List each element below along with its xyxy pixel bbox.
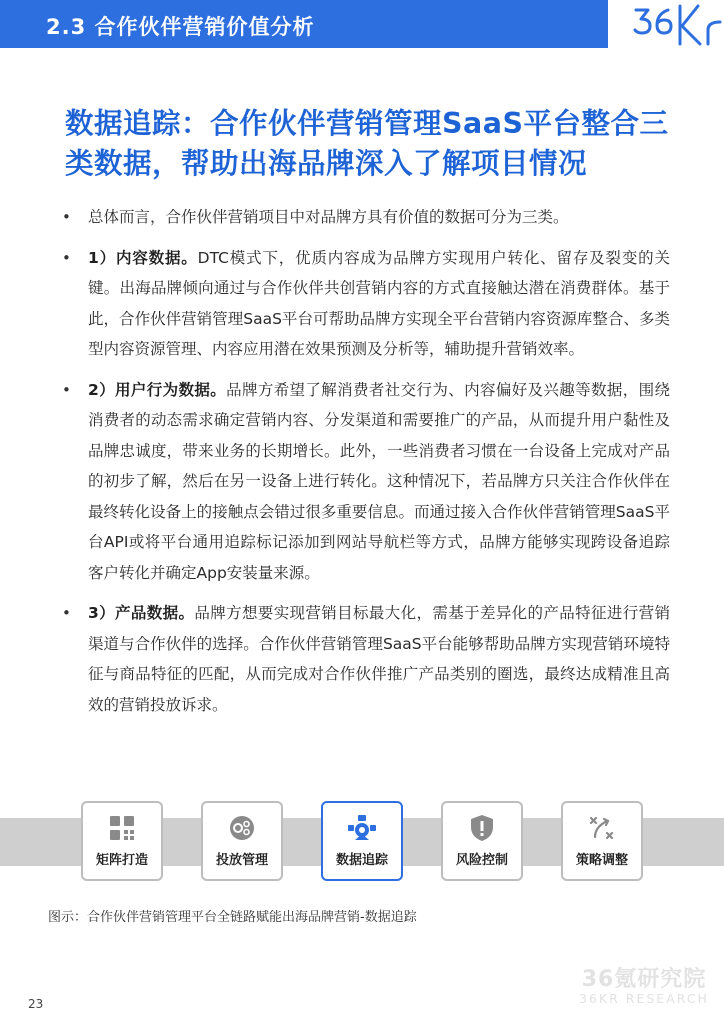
nav-card-matrix[interactable]	[81, 801, 163, 881]
nav-label: 策略调整	[575, 853, 628, 868]
nav-label: 风险控制	[455, 853, 508, 868]
bullet-text: DTC模式下，优质内容成为品牌方实现用户转化、留存及裂变的关键。出海品牌倾向通过与合作伙伴共创营销内容的方式直接触达潜在消费群体。基于此，合作伙伴营销管理SaaS平台可帮助品牌方实现全平台营销内容资源库整合、多类型内容资源管理、内容应用潜在效果预测及分析等，辅助提升营销效率。	[88, 248, 670, 358]
matrix-grid-icon	[107, 813, 137, 843]
bullet-heading: 1）内容数据。	[88, 248, 198, 267]
header-bar	[0, 0, 724, 48]
risk-shield-icon	[467, 813, 497, 843]
bullet-text: 品牌方希望了解消费者社交行为、内容偏好及兴趣等数据，围绕消费者的动态需求确定营销内容、分发渠道和需要推广的产品，从而提升用户黏性及品牌忠诚度，带来业务的长期增长。此外，一些消费者习惯在一台设备上完成对产品的初步了解，然后在另一设备上进行转化。这种情况下，若品牌方只关注合作伙伴在最终转化设备上的接触点会错过很多重要信息。而通过接入合作伙伴营销管理SaaS平台API或将平台通用追踪标记添加到网站导航栏等方式，品牌方能够实现跨设备追踪客户转化并确定App安装量来源。	[88, 380, 670, 582]
page-number: 23	[28, 997, 44, 1011]
section-title: 2.3 合作伙伴营销价值分析	[46, 15, 315, 39]
nav-label: 矩阵打造	[95, 853, 148, 868]
strategy-arrows-icon	[587, 813, 617, 843]
watermark-en: 36KR RESEARCH	[579, 991, 709, 1006]
data-tracking-icon	[346, 813, 378, 843]
watermark-cn: 36氪研究院	[581, 967, 707, 992]
logo-36kr-icon	[630, 2, 724, 46]
nav-label: 数据追踪	[335, 853, 388, 868]
bullet-text: 总体而言，合作伙伴营销项目中对品牌方具有价值的数据可分为三类。	[88, 208, 569, 226]
watermark	[578, 962, 710, 1006]
list-item	[62, 375, 670, 589]
bullet-text: 品牌方想要实现营销目标最大化，需基于差异化的产品特征进行营销渠道与合作伙伴的选择。合作伙伴营销管理SaaS平台能够帮助品牌方实现营销环境特征与商品特征的匹配，从而完成对合作伙伴推广产品类别的圈选，最终达成精准且高效的营销投放诉求。	[88, 604, 670, 714]
nav-card-delivery[interactable]	[201, 801, 283, 881]
list-item	[62, 598, 670, 720]
page-title: 数据追踪：合作伙伴营销管理SaaS平台整合三类数据，帮助出海品牌深入了解项目情况	[65, 107, 669, 180]
figure-caption: 图示：合作伙伴营销管理平台全链路赋能出海品牌营销-数据追踪	[48, 910, 417, 925]
nav-card-strategy[interactable]	[561, 801, 643, 881]
nav-label: 投放管理	[215, 853, 268, 868]
nav-card-risk[interactable]	[441, 801, 523, 881]
bullet-dot-icon: •	[62, 248, 71, 267]
bullet-dot-icon: •	[62, 380, 71, 399]
bullet-dot-icon: •	[62, 604, 71, 622]
content-list	[62, 202, 670, 730]
nav-card-data-tracking[interactable]	[321, 801, 403, 881]
bullet-dot-icon: •	[62, 208, 71, 226]
delivery-gears-icon	[227, 813, 257, 843]
bullet-heading: 2）用户行为数据。	[88, 380, 227, 399]
list-item	[62, 202, 670, 233]
list-item	[62, 243, 670, 365]
bullet-heading: 3）产品数据。	[88, 604, 195, 622]
